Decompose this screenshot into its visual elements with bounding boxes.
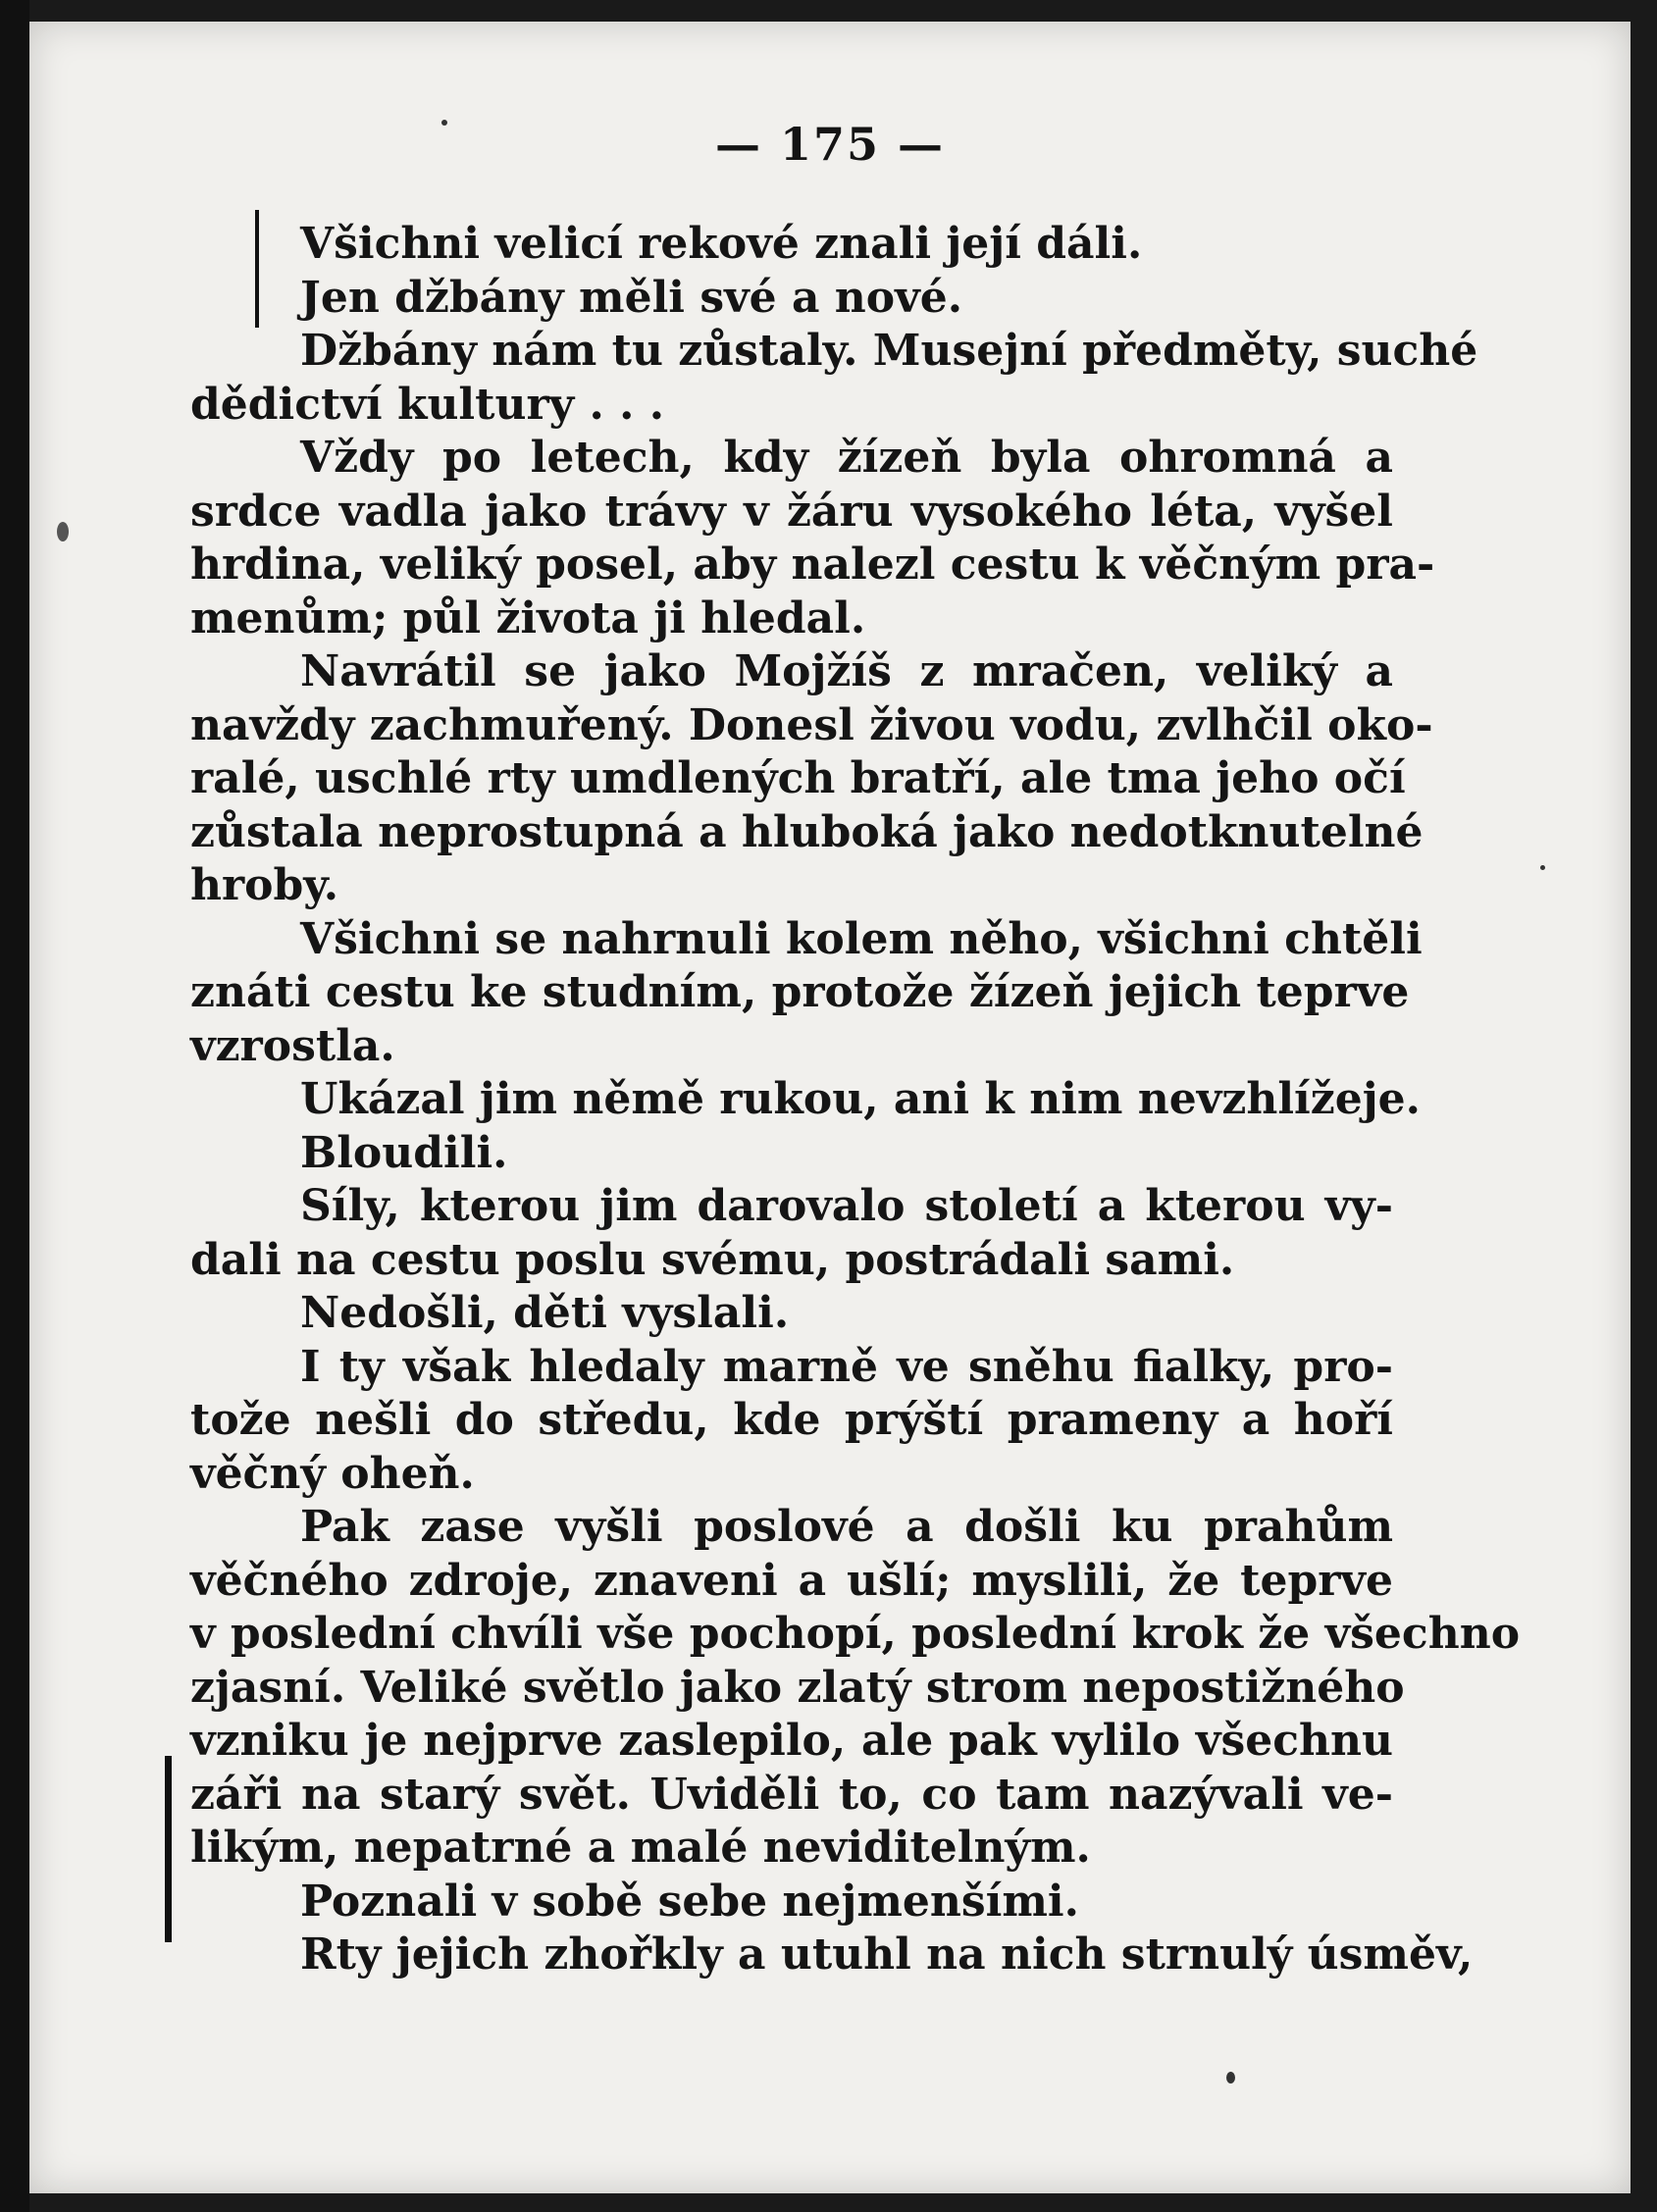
scan-speck xyxy=(1540,865,1545,870)
page-number: — 175 — xyxy=(714,118,946,171)
text-line: menům; půl života ji hledal. xyxy=(190,592,866,643)
text-line: záři na starý svět. Uviděli to, co tam nazývali ve- xyxy=(190,1769,1393,1820)
text-line: zjasní. Veliké světlo jako zlatý strom nepostižného xyxy=(190,1662,1405,1713)
text-line: Rty jejich zhořkly a utuhl na nich strnulý úsměv, xyxy=(300,1929,1474,1980)
text-line: Vždy po letech, kdy žízeň byla ohromná a xyxy=(300,433,1393,483)
text-line: Navrátil se jako Mojžíš z mračen, veliký a xyxy=(300,646,1393,696)
text-line: Poznali v sobě sebe nejmenšími. xyxy=(300,1876,1079,1927)
text-line: Síly, kterou jim darovalo století a kterou vy- xyxy=(300,1181,1393,1231)
text-line: zůstala neprostupná a hluboká jako nedotknutelné xyxy=(190,806,1424,857)
text-line: hroby. xyxy=(190,860,339,910)
text-line: Džbány nám tu zůstaly. Musejní předměty, suché xyxy=(300,326,1478,376)
scan-speck xyxy=(57,522,69,541)
text-line: Pak zase vyšli poslové a došli ku prahům xyxy=(300,1502,1393,1552)
text-line: znáti cestu ke studním, protože žízeň jejich teprve xyxy=(190,967,1410,1017)
body-text xyxy=(190,218,1521,1982)
text-line: věčného zdroje, znaveni a ušlí; myslili, že teprve xyxy=(190,1555,1393,1606)
text-line: Všichni velicí rekové znali její dáli. xyxy=(300,219,1143,269)
text-line: dědictví kultury . . . xyxy=(190,379,665,430)
text-line: Nedošli, děti vyslali. xyxy=(300,1288,790,1338)
text-line: Bloudili. xyxy=(300,1127,508,1178)
scan-left-edge xyxy=(0,0,29,2212)
scan-speck xyxy=(441,120,447,126)
text-line: likým, nepatrné a malé neviditelným. xyxy=(190,1823,1091,1873)
text-line: Jen džbány měli své a nové. xyxy=(300,272,963,323)
text-line: Všichni se nahrnuli kolem něho, všichni chtěli xyxy=(300,913,1423,964)
margin-bracket-mark xyxy=(165,1756,172,1942)
text-line: ralé, uschlé rty umdlených bratří, ale tma jeho očí xyxy=(190,753,1406,803)
text-line: vzniku je nejprve zaslepilo, ale pak vylilo všechnu xyxy=(190,1716,1393,1766)
text-line: Ukázal jim němě rukou, ani k nim nevzhlížeje. xyxy=(300,1074,1421,1124)
text-line: tože nešli do středu, kde prýští prameny a hoří xyxy=(190,1395,1393,1445)
text-line: navždy zachmuřený. Donesl živou vodu, zvlhčil oko- xyxy=(190,699,1433,750)
text-line: v poslední chvíli vše pochopí, poslední krok že všechno xyxy=(190,1609,1521,1659)
book-page xyxy=(29,22,1631,2193)
text-line: hrdina, veliký posel, aby nalezl cestu k věčným pra- xyxy=(190,540,1435,590)
text-line: I ty však hledaly marně ve sněhu fialky, pro- xyxy=(300,1341,1393,1392)
text-line: věčný oheň. xyxy=(190,1448,475,1499)
text-line: srdce vadla jako trávy v žáru vysokého léta, vyšel xyxy=(190,486,1393,537)
text-line: vzrostla. xyxy=(190,1020,395,1071)
scan-speck xyxy=(1226,2072,1235,2083)
text-line: dali na cestu poslu svému, postrádali sami. xyxy=(190,1234,1235,1285)
